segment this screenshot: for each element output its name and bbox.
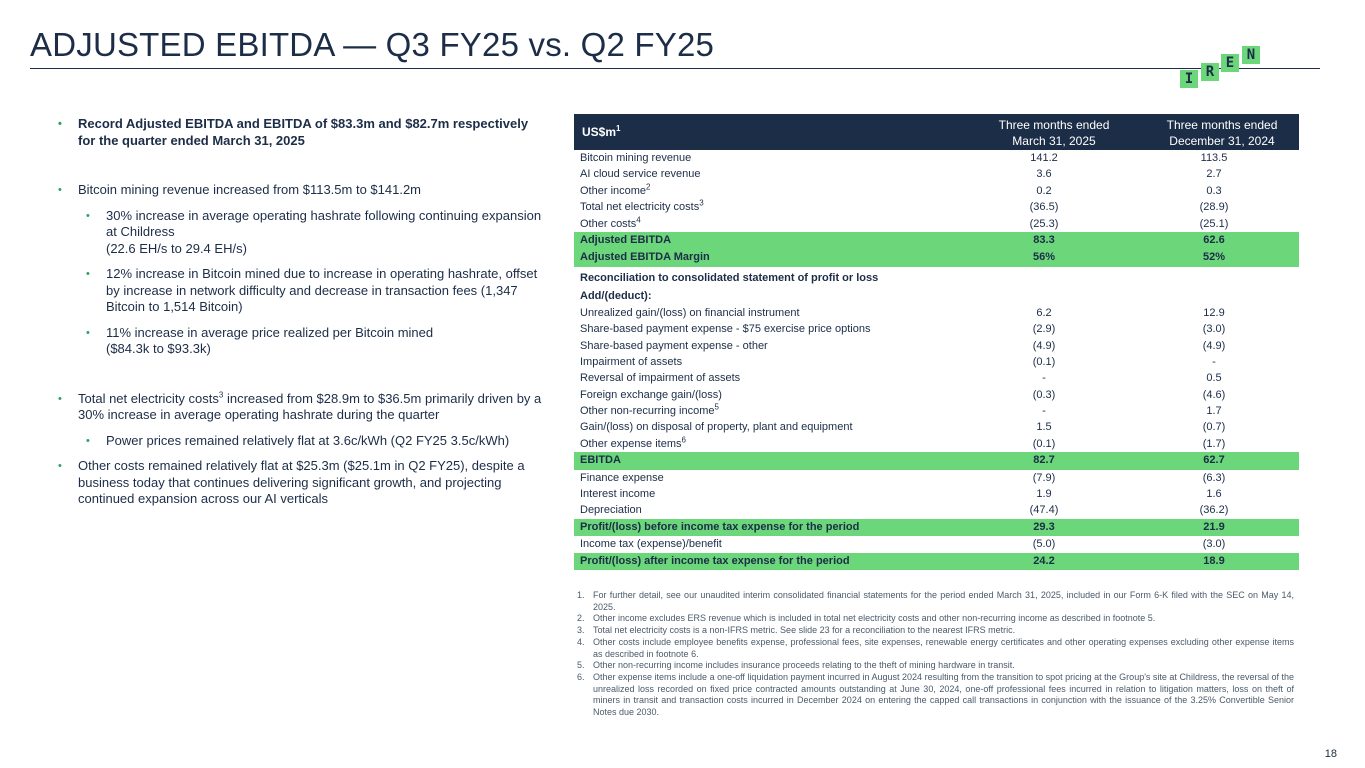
footnote: 4. Other costs include employee benefits expense, professional fees, site expenses, renewable energy certificates and other operating expenses excluding other expense items as described in footnote 6.: [577, 636, 1294, 659]
value-q2: 1.6: [1206, 488, 1222, 501]
table-row: [574, 419, 1299, 435]
bullet-hashrate: • 30% increase in average operating hashrate following continuing expansion at Childress (22.6 EH/s to 29.4 EH/s): [86, 208, 543, 258]
row-label: Adjusted EBITDA Margin: [580, 251, 710, 264]
value-q3: (36.5): [1029, 201, 1059, 214]
value-q2: (1.7): [1202, 437, 1226, 450]
footnotes: [577, 590, 1294, 719]
value-q3: 3.6: [1036, 168, 1052, 181]
footnote: 1. For further detail, see our unaudited interim consolidated financial statements for the period ended March 31, 2025, included in our Form 6-K filed with the SEC on May 14, 2025.: [577, 590, 1294, 612]
logo-letter: E: [1221, 54, 1239, 72]
value-q2: 2.7: [1206, 168, 1222, 181]
value-q2: (28.9): [1199, 201, 1229, 214]
row-label: Share-based payment expense - $75 exercise price options: [580, 323, 871, 336]
value-q3: -: [1042, 405, 1046, 418]
value-q3: (5.0): [1032, 538, 1056, 551]
row-label: Foreign exchange gain/(loss): [580, 388, 722, 401]
table-row: [574, 519, 1299, 536]
table-body: [574, 150, 1299, 570]
value-q2: 1.7: [1206, 405, 1222, 418]
row-label: Adjusted EBITDA: [580, 233, 672, 246]
row-label: Profit/(loss) before income tax expense for the period: [580, 520, 860, 533]
table-row: [574, 553, 1299, 570]
row-label: Interest income: [580, 488, 656, 501]
column-q3-header: Three months ended March 31, 2025: [998, 118, 1110, 148]
page-number: 18: [1324, 748, 1337, 760]
table-row: [574, 249, 1299, 266]
table-row: [574, 150, 1299, 166]
bullet-bitcoin-mined: • 12% increase in Bitcoin mined due to increase in operating hashrate, offset by increase in network difficulty and decrease in transaction fees (1,347 Bitcoin to 1,514 Bitcoin): [86, 266, 543, 316]
value-q2: 113.5: [1200, 152, 1228, 164]
value-q2: 52%: [1202, 251, 1226, 264]
row-label: Other income$^2$: [580, 182, 651, 197]
row-label: Total net electricity costs$^3$: [580, 198, 704, 214]
table-row: [574, 287, 1299, 305]
table-row: [574, 370, 1299, 386]
row-label: Share-based payment expense - other: [580, 339, 768, 352]
value-q2: (3.0): [1202, 538, 1226, 551]
row-label: Other costs$^4$: [580, 214, 641, 230]
table-row: [574, 486, 1299, 502]
row-label: Other non-recurring income$^5$: [580, 402, 719, 418]
summary-bullets: [58, 116, 543, 508]
value-q3: (47.4): [1029, 504, 1059, 517]
value-q2: 0.5: [1206, 372, 1222, 385]
value-q3: 0.2: [1036, 184, 1052, 197]
value-q3: 1.5: [1036, 421, 1052, 434]
title-divider: [30, 68, 1320, 69]
table-row: [574, 199, 1299, 215]
row-label: Reconciliation to consolidated statement of profit or loss: [580, 271, 879, 284]
value-q3: 82.7: [1033, 454, 1055, 467]
table-row: [574, 470, 1299, 486]
row-label: AI cloud service revenue: [580, 168, 701, 181]
table-row: [574, 216, 1299, 232]
footnote: 6. Other expense items include a one-off liquidation payment incurred in August 2024 resulting from the transition to spot pricing at the Group's site at Childress, the reversal of the unrealized loss recorded on fixed price contracted amounts outstanding at June 30, 2024, one-off professional fees incurred in relation to litigation matters, loss on theft of miners in transit and transaction costs incurred in December 2024 on entering the capped call transactions in conjunction with the issuance of the 3.25% Convertible Senior Notes due 2030.: [577, 671, 1294, 718]
table-row: [574, 354, 1299, 370]
row-label: Profit/(loss) after income tax expense for the period: [580, 554, 850, 567]
row-label: Finance expense: [580, 471, 664, 484]
logo-letter: I: [1180, 70, 1198, 88]
value-q3: 83.3: [1033, 233, 1055, 246]
table-row: [574, 232, 1299, 249]
footnote: 2. Other income excludes ERS revenue which is included in total net electricity costs and other non-recurring income as described in footnote 5.: [577, 613, 1156, 624]
value-q3: -: [1042, 372, 1046, 385]
table-header: [574, 114, 1299, 150]
value-q3: 141.2: [1030, 152, 1058, 164]
ebitda-table: [574, 114, 1299, 570]
logo-letter: R: [1201, 63, 1219, 81]
value-q2: (4.6): [1202, 388, 1226, 401]
value-q2: 21.9: [1203, 520, 1225, 533]
table-row: [574, 436, 1299, 452]
row-label: Reversal of impairment of assets: [580, 372, 741, 385]
table-row: [574, 183, 1299, 199]
table-row: [574, 502, 1299, 518]
row-label: Impairment of assets: [580, 355, 683, 368]
value-q2: 62.7: [1203, 454, 1225, 467]
value-q2: (3.0): [1202, 323, 1226, 336]
value-q2: (0.7): [1202, 421, 1226, 434]
value-q2: 62.6: [1203, 233, 1225, 246]
table-row: [574, 267, 1299, 287]
value-q3: (25.3): [1029, 217, 1059, 230]
value-q3: (7.9): [1032, 471, 1056, 484]
value-q3: 29.3: [1033, 520, 1055, 533]
value-q2: -: [1212, 355, 1216, 368]
bullet-other-costs: • Other costs remained relatively flat at $25.3m ($25.1m in Q2 FY25), despite a business today that continues delivering significant growth, and projecting continued expansion across our AI verticals: [58, 458, 543, 508]
footnote: 3. Total net electricity costs is a non-IFRS metric. See slide 23 for a reconciliation to the nearest IFRS metric.: [577, 625, 1016, 636]
value-q3: (0.1): [1032, 437, 1056, 450]
unit-label: $US\$m^1$: [582, 124, 621, 139]
value-q3: (0.3): [1032, 388, 1056, 401]
table-row: [574, 338, 1299, 354]
value-q2: (25.1): [1199, 217, 1229, 230]
bullet-price-realized: • 11% increase in average price realized per Bitcoin mined ($84.3k to $93.3k): [86, 325, 543, 358]
value-q2: 12.9: [1203, 306, 1225, 319]
value-q3: 6.2: [1036, 306, 1052, 319]
value-q2: (6.3): [1202, 471, 1226, 484]
table-row: [574, 387, 1299, 403]
row-label: Income tax (expense)/benefit: [580, 538, 722, 551]
row-label: Gain/(loss) on disposal of property, plant and equipment: [580, 421, 853, 434]
value-q2: (4.9): [1202, 339, 1226, 352]
value-q2: 0.3: [1206, 184, 1222, 197]
bullet-record-ebitda: • Record Adjusted EBITDA and EBITDA of $83.3m and $82.7m respectively for the quarter ended March 31, 2025: [58, 116, 543, 149]
value-q3: 56%: [1032, 251, 1056, 264]
page-title: ADJUSTED EBITDA — Q3 FY25 vs. Q2 FY25: [30, 26, 715, 63]
table-row: [574, 166, 1299, 182]
logo-letter: N: [1242, 46, 1260, 64]
value-q3: 24.2: [1033, 554, 1055, 567]
table-row: [574, 452, 1299, 469]
value-q3: 1.9: [1036, 488, 1052, 501]
value-q3: (4.9): [1032, 339, 1056, 352]
table-row: [574, 321, 1299, 337]
value-q3: (0.1): [1032, 355, 1056, 368]
bullet-mining-revenue: • Bitcoin mining revenue increased from $113.5m to $141.2m: [58, 182, 543, 199]
bullet-electricity-costs: • Total net electricity costs$^3$ increased from $28.9m to $36.5m primarily driven by a 30% increase in average operating hashrate during the quarter: [58, 391, 543, 424]
column-q2-header: Three months ended December 31, 2024: [1166, 118, 1278, 148]
bullet-power-prices: • Power prices remained relatively flat at 3.6c/kWh (Q2 FY25 3.5c/kWh): [86, 433, 543, 450]
row-label: Other expense items$^6$: [580, 435, 686, 450]
iren-logo: [1180, 46, 1260, 88]
row-label: Depreciation: [580, 504, 642, 517]
table-row: [574, 305, 1299, 321]
table-row: [574, 536, 1299, 552]
value-q2: (36.2): [1199, 504, 1229, 517]
value-q2: 18.9: [1203, 554, 1225, 567]
table-row: [574, 403, 1299, 419]
row-label: Unrealized gain/(loss) on financial instrument: [580, 306, 800, 319]
footnote: 5. Other non-recurring income includes insurance proceeds relating to the theft of mining hardware in transit.: [577, 660, 1015, 671]
value-q3: (2.9): [1032, 323, 1056, 336]
row-label: Add/(deduct):: [580, 289, 652, 302]
row-label: Bitcoin mining revenue: [580, 152, 692, 164]
row-label: EBITDA: [580, 454, 621, 467]
